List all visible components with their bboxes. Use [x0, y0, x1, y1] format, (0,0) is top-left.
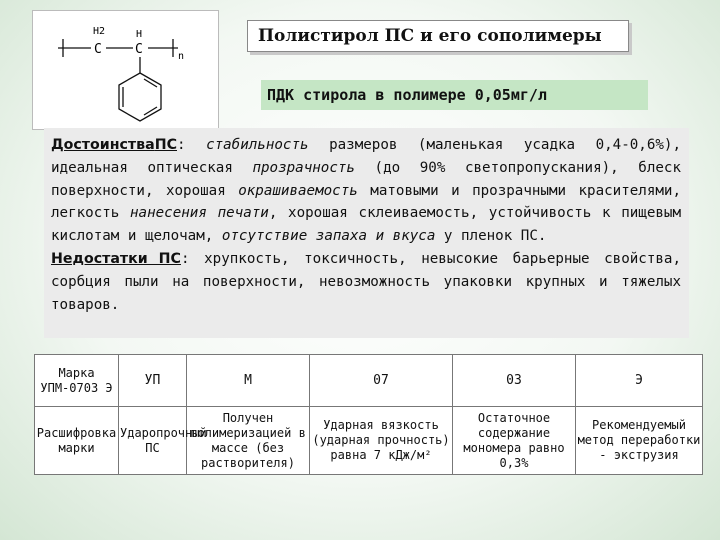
ch2-hydrogen-label: H2	[93, 26, 106, 37]
text-run: (до 90% светопропускания), блеск поверхности, хорошая	[51, 159, 682, 199]
table-row	[35, 407, 703, 475]
properties-paragraph	[51, 134, 681, 316]
italic-term: отсутствие запаха и вкуса	[221, 228, 436, 245]
italic-term: окрашиваемость	[238, 182, 358, 199]
text-run: хрупкость, токсичность, невысокие барьерные свойства, сорбция пыли на поверхности, невозможность упаковки крупных и тяжелых товаров.	[51, 250, 681, 313]
table-cell: Э	[576, 355, 703, 407]
text-run: у пленок ПС.	[435, 228, 547, 245]
page-title: Полистирол ПС и его сополимеры	[247, 20, 629, 52]
pdk-label: ПДК стирола в полимере 0,05мг/л	[261, 80, 648, 110]
table-cell: Рекомендуемый метод переработки - экструзия	[576, 407, 703, 475]
table-cell: Ударопрочный ПС	[119, 407, 187, 475]
italic-term: нанесения печати	[130, 205, 269, 222]
advantages-colon: :	[177, 137, 186, 153]
grade-decoding-table	[34, 354, 703, 475]
table-cell: Ударная вязкость (ударная прочность) равна 7 кДж/м²	[310, 407, 453, 475]
table-cell: УП	[119, 355, 187, 407]
italic-term: прозрачность	[252, 159, 355, 176]
table-cell: 07	[310, 355, 453, 407]
table-cell: Расшифровка марки	[35, 407, 119, 475]
table-row	[35, 355, 703, 407]
table-cell: Марка УПМ-0703 Э	[35, 355, 119, 407]
polystyrene-structure-drawing	[33, 11, 218, 129]
table-cell: Остаточное содержание мономера равно 0,3%	[453, 407, 576, 475]
ch2-carbon-label: C	[94, 42, 102, 57]
ch-carbon-label: C	[135, 42, 143, 57]
text-run: матовыми и прозрачными красителями, легкость	[51, 182, 681, 222]
disadvantages-heading: Недостатки ПС	[51, 250, 181, 267]
text-run: , хорошая склеиваемость, устойчивость к пищевым кислотам и щелочам,	[51, 205, 681, 245]
table-cell: 03	[453, 355, 576, 407]
table-cell: Получен полимеризацией в массе (без растворителя)	[187, 407, 310, 475]
polystyrene-formula	[32, 10, 219, 130]
italic-term: стабильность	[206, 137, 309, 153]
text-run: размеров (маленькая усадка 0,4-0,6%), идеальная оптическая	[51, 137, 681, 176]
text-run	[186, 137, 207, 153]
ch-hydrogen-label: H	[136, 29, 143, 40]
disadvantages-colon: :	[180, 250, 190, 267]
repeat-unit-n: n	[178, 51, 185, 62]
advantages-heading: ДостоинстваПС	[51, 137, 177, 153]
table-cell: М	[187, 355, 310, 407]
